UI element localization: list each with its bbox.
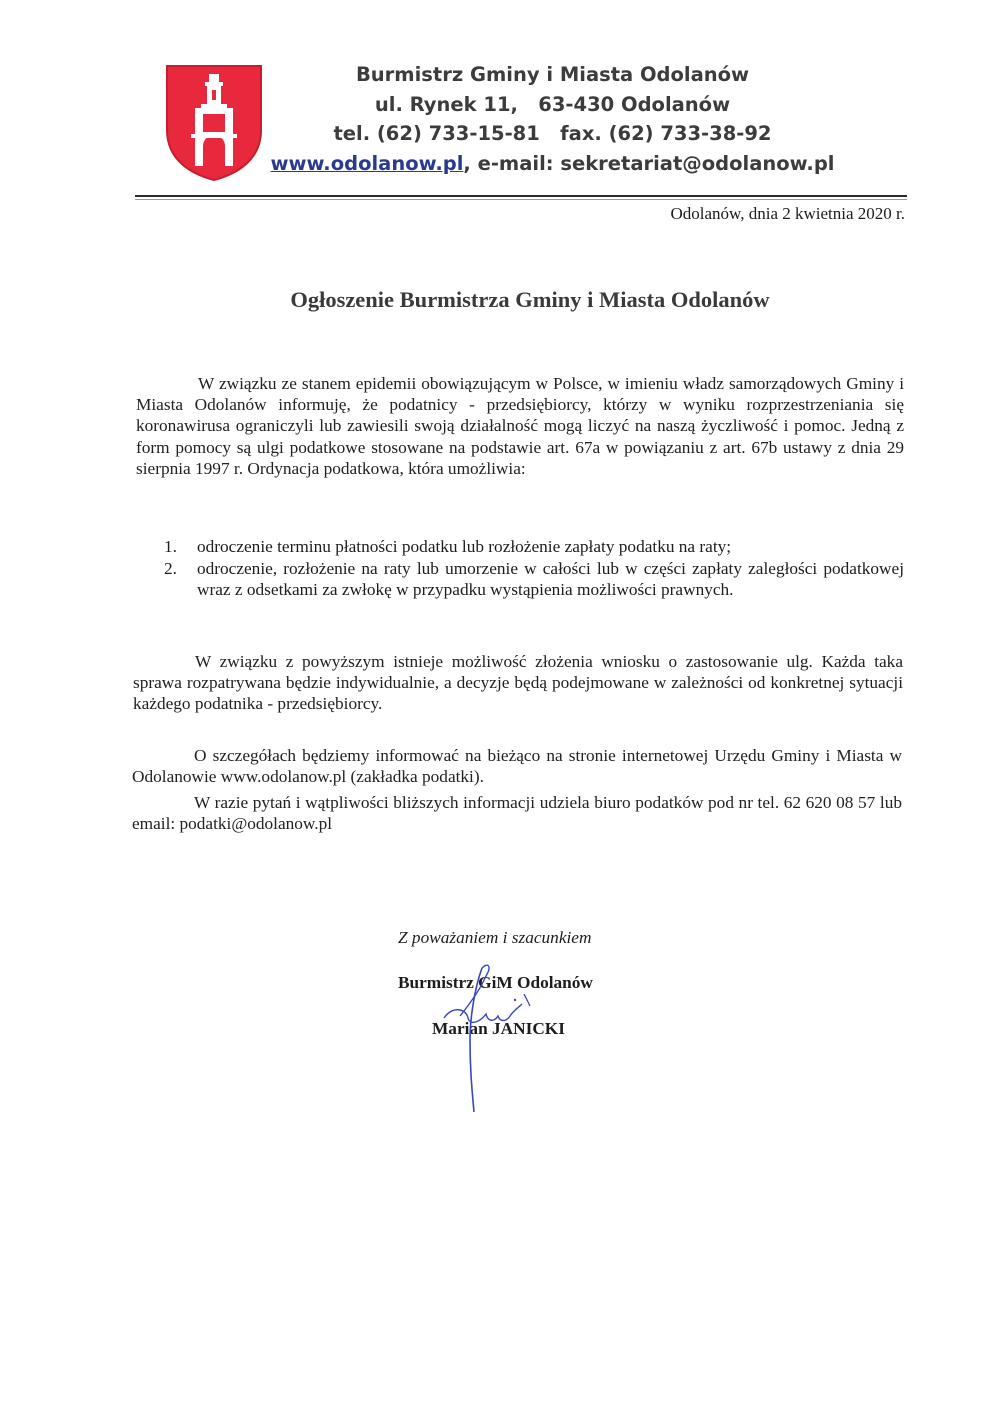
list-item-text: odroczenie terminu płatności podatku lub rozłożenie zapłaty podatku na raty; — [197, 537, 732, 556]
letterhead-phone-fax: tel. (62) 733-15-81 fax. (62) 733-38-92 — [333, 122, 772, 145]
letterhead-contact — [270, 149, 835, 179]
paragraph-details-text: O szczegółach będziemy informować na bieżąco na stronie internetowej Urzędu Gminy i Miasta w Odolanowie www.odolanow.pl (zakładka podatki). — [132, 746, 902, 787]
signatory-title: Burmistrz GiM Odolanów — [398, 973, 593, 992]
coat-of-arms-logo — [165, 64, 263, 182]
website-link[interactable]: www.odolanow.pl — [270, 151, 464, 175]
paragraph-contact — [132, 792, 902, 834]
paragraph-intro — [136, 373, 904, 479]
header-divider — [135, 195, 907, 197]
list-item-number: 1. — [164, 537, 177, 556]
paragraph-details — [132, 745, 902, 787]
paragraph-application-text: W związku z powyższym istnieje możliwość złożenia wniosku o zastosowanie ulg. Każda taka sprawa rozpatrywana będzie indywidualnie, a decyzje będą podejmowane w zależności od konkretnej sytuacji każdego podatnika - przedsiębiorcy. — [133, 652, 903, 714]
paragraph-application — [133, 651, 903, 715]
letterhead-email: , e-mail: sekretariat@odolanow.pl — [463, 151, 835, 175]
list-item-number: 2. — [164, 559, 177, 579]
list-item — [164, 558, 904, 600]
list-item — [164, 536, 904, 557]
date-line: Odolanów, dnia 2 kwietnia 2020 r. — [670, 204, 905, 223]
signatory-name: Marian JANICKI — [432, 1019, 565, 1038]
relief-options-list — [164, 536, 904, 601]
letterhead-address: ul. Rynek 11, 63-430 Odolanów — [374, 92, 731, 116]
header-divider-thin — [135, 199, 907, 200]
letterhead-office-name: Burmistrz Gminy i Miasta Odolanów — [355, 63, 750, 86]
closing-salutation: Z poważaniem i szacunkiem — [398, 928, 592, 947]
paragraph-intro-text: W związku ze stanem epidemii obowiązującym w Polsce, w imieniu władz samorządowych Gminy i Miasta Odolanów informuję, że podatnicy - przedsiębiorcy, którzy w wyniku rozprzestrzeniania się koronawirusa ograniczyli lub zawiesili swoją działalność mogą liczyć na naszą życzliwość i pomoc. Jedną z form pomocy są ulgi podatkowe stosowane na podstawie art. 67a w powiązaniu z art. 67b ustawy z dnia 29 sierpnia 1997 r. Ordynacja podatkowa, która umożliwia: — [136, 374, 904, 478]
paragraph-contact-text: W razie pytań i wątpliwości bliższych informacji udziela biuro podatków pod nr tel. 62 620 08 57 lub email: podatki@odolanow.pl — [132, 793, 902, 834]
handwritten-signature — [430, 960, 570, 1120]
list-item-text: odroczenie, rozłożenie na raty lub umorzenie w całości lub w części zapłaty zaległości podatkowej wraz z odsetkami za zwłokę w przypadku wystąpienia możliwości prawnych. — [197, 559, 904, 600]
letterhead — [270, 60, 835, 178]
document-title: Ogłoszenie Burmistrza Gminy i Miasta Odolanów — [290, 287, 770, 312]
